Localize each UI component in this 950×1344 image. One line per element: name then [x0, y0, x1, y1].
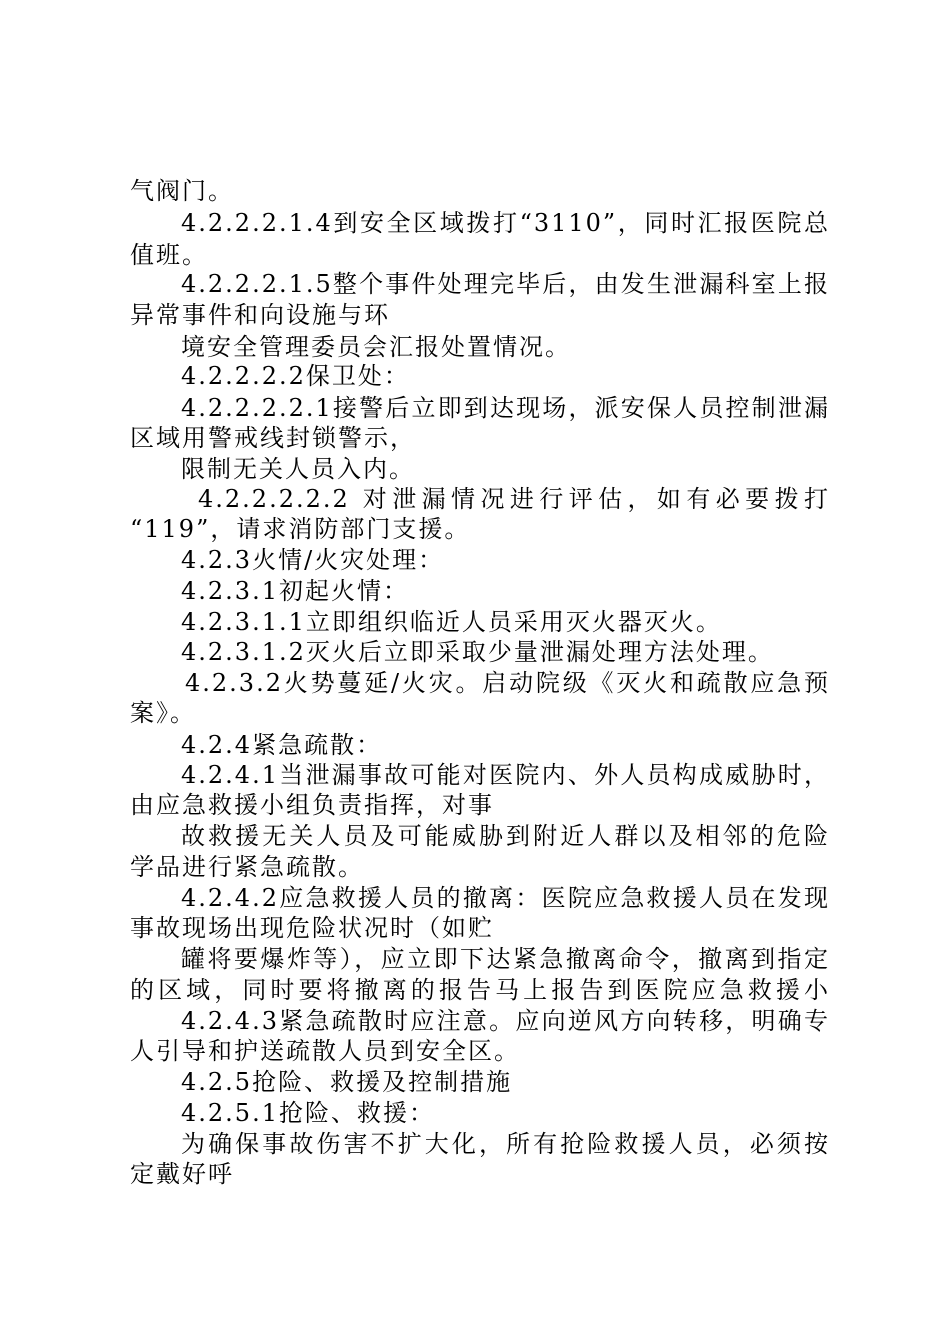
text-line: 由应急救援小组负责指挥，对事 [130, 791, 494, 819]
text-line: 区域用警戒线封锁警示， [130, 424, 416, 452]
text-line: 4.2.4.3紧急疏散时应注意。应向逆风方向转移，明确专 [181, 1007, 830, 1035]
text-line: 罐将要爆炸等），应立即下达紧急撤离命令，撤离到指定 [181, 945, 830, 973]
text-line: “119”，请求消防部门支援。 [130, 515, 471, 543]
text-line: 定戴好呼 [130, 1160, 234, 1188]
text-line: 4.2.3.1.1立即组织临近人员采用灭火器灭火。 [181, 608, 722, 636]
text-line: 4.2.2.2.2.2 对泄漏情况进行评估，如有必要拨打 [198, 485, 830, 513]
text-line: 4.2.5抢险、救援及控制措施 [181, 1068, 513, 1096]
text-line: 案》。 [130, 699, 196, 727]
text-line: 4.2.5.1抢险、救援： [181, 1099, 435, 1127]
text-line: 人引导和护送疏散人员到安全区。 [130, 1037, 520, 1065]
text-line: 异常事件和向设施与环 [130, 301, 390, 329]
text-line: 境安全管理委员会汇报处置情况。 [181, 333, 571, 361]
text-line: 为确保事故伤害不扩大化，所有抢险救援人员，必须按 [181, 1130, 830, 1158]
text-line: 4.2.4.1当泄漏事故可能对医院内、外人员构成威胁时， [181, 761, 830, 789]
text-line: 4.2.4紧急疏散： [181, 731, 383, 759]
text-line: 4.2.3.1初起火情： [181, 577, 409, 605]
text-line: 气阀门。 [130, 177, 234, 205]
text-line: 4.2.4.2应急救援人员的撤离：医院应急救援人员在发现 [181, 884, 830, 912]
text-line: 故救援无关人员及可能威胁到附近人群以及相邻的危险 [181, 822, 830, 850]
text-line: 4.2.3.1.2灭火后立即采取少量泄漏处理方法处理。 [181, 638, 774, 666]
text-line: 限制无关人员入内。 [181, 455, 415, 483]
text-line: 4.2.3.2火势蔓延/火灾。启动院级《灭火和疏散应急预 [185, 669, 830, 697]
text-line: 值班。 [130, 241, 208, 269]
text-line: 4.2.2.2.1.4到安全区域拨打“3110”，同时汇报医院总 [181, 209, 830, 237]
text-line: 4.2.3火情/火灾处理： [181, 546, 445, 574]
text-line: 4.2.2.2.1.5整个事件处理完毕后，由发生泄漏科室上报 [181, 270, 830, 298]
text-line: 的区域，同时要将撤离的报告马上报告到医院应急救援小 [130, 976, 830, 1004]
text-line: 事故现场出现危险状况时（如贮 [130, 914, 494, 942]
text-line: 4.2.2.2.2.1接警后立即到达现场，派安保人员控制泄漏 [181, 394, 830, 422]
text-line: 4.2.2.2.2保卫处： [181, 362, 410, 390]
text-line: 学品进行紧急疏散。 [130, 853, 364, 881]
